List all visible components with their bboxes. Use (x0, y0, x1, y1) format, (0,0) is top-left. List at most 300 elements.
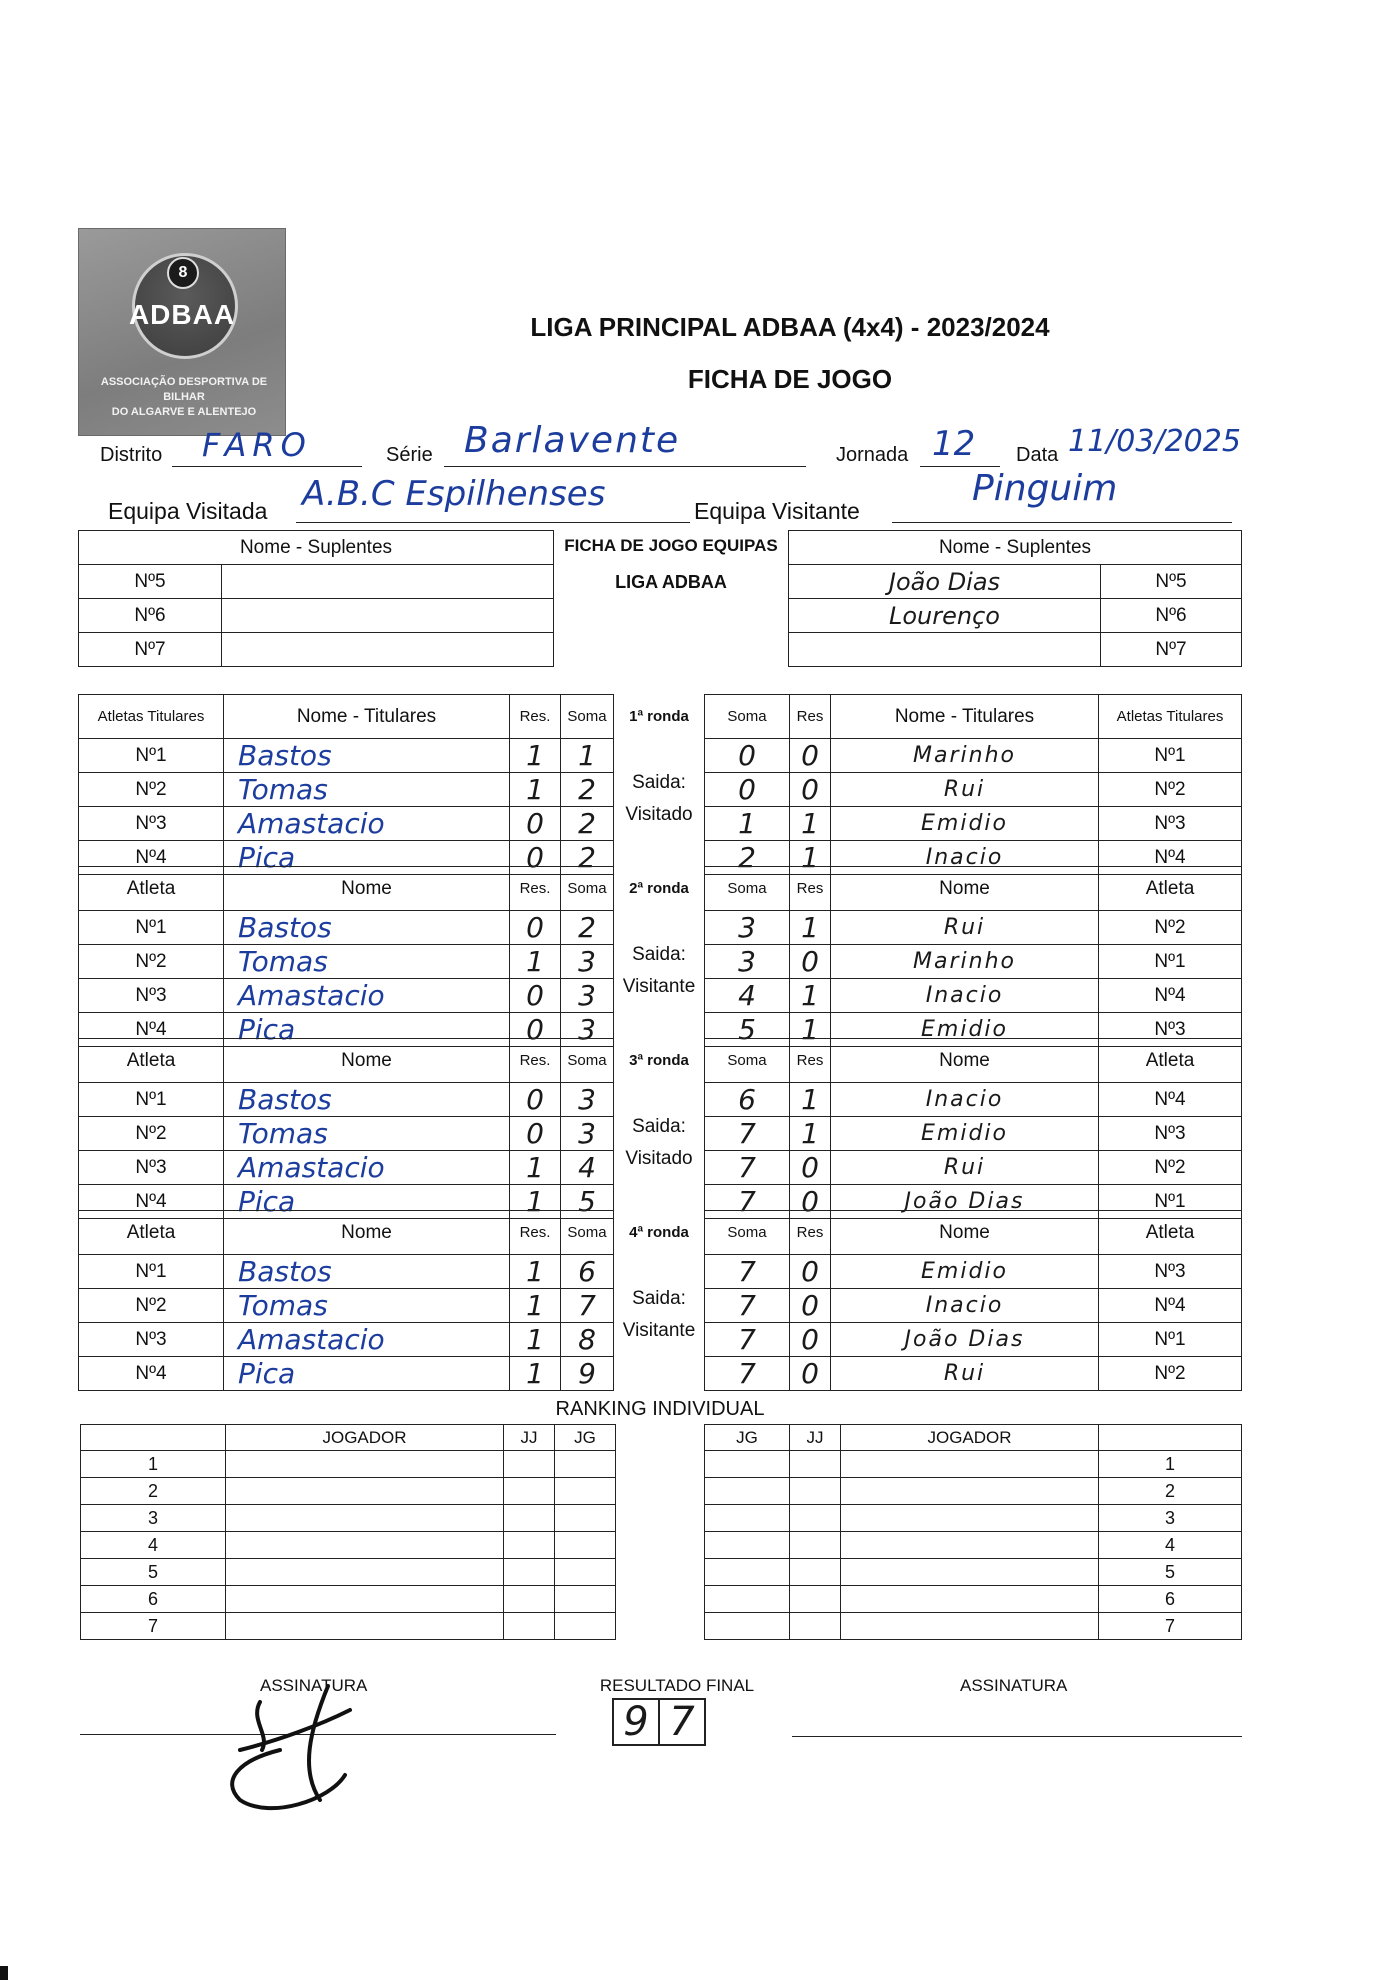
player-name[interactable]: Inacio (831, 1083, 1099, 1117)
soma-value[interactable]: 1 (705, 807, 790, 841)
rank-jj-cell[interactable] (504, 1559, 555, 1586)
visitada-label: Equipa Visitada (108, 498, 268, 524)
athlete-number: Nº4 (79, 841, 224, 875)
athlete-number: Nº1 (1099, 945, 1242, 979)
saida-label: Saida: (632, 944, 686, 965)
soma-header: Soma (561, 1211, 614, 1255)
athlete-header: Atletas Titulares (1099, 695, 1242, 739)
soma-value[interactable]: 7 (705, 1185, 790, 1219)
rank-player-cell[interactable] (841, 1532, 1099, 1559)
rank-position: 1 (81, 1451, 226, 1478)
rank-jj-cell[interactable] (790, 1613, 841, 1640)
resultado-home: 9 (623, 1699, 649, 1745)
rank-jj-cell[interactable] (790, 1559, 841, 1586)
rank-player-cell[interactable] (226, 1559, 504, 1586)
rank-player-cell[interactable] (226, 1613, 504, 1640)
visitada-field (296, 474, 690, 523)
soma-value[interactable]: 5 (705, 1013, 790, 1047)
athlete-number: Nº4 (79, 1013, 224, 1047)
player-name[interactable]: Inacio (831, 841, 1099, 875)
athlete-number: Nº3 (1099, 1255, 1242, 1289)
soma-value[interactable]: 7 (705, 1255, 790, 1289)
rank-jg-cell[interactable] (705, 1505, 790, 1532)
sub-left-name[interactable] (222, 599, 554, 633)
player-name[interactable]: Amastacio (224, 1151, 510, 1185)
sub-left-number: Nº6 (79, 599, 222, 633)
athlete-header: Atleta (1099, 867, 1242, 911)
rank-jg-cell[interactable] (705, 1613, 790, 1640)
res-value[interactable]: 0 (510, 841, 561, 875)
player-name[interactable]: Inacio (831, 979, 1099, 1013)
eight-ball-icon: 8 (167, 257, 199, 289)
round-label: 2ª ronda (629, 880, 689, 897)
ranking-table-left (80, 1424, 616, 1640)
athlete-number: Nº3 (1099, 1013, 1242, 1047)
signature-line-right (792, 1736, 1242, 1737)
athlete-number: Nº1 (79, 739, 224, 773)
player-name[interactable]: Marinho (831, 945, 1099, 979)
soma-value[interactable]: 3 (561, 1013, 614, 1047)
serie-field (444, 420, 806, 467)
soma-header: Soma (705, 695, 790, 739)
soma-value[interactable]: 8 (561, 1323, 614, 1357)
subs-header-right: Nome - Suplentes (789, 531, 1242, 565)
rank-player-cell[interactable] (841, 1478, 1099, 1505)
rank-position: 5 (81, 1559, 226, 1586)
rank-player-cell[interactable] (226, 1586, 504, 1613)
soma-value[interactable]: 7 (561, 1289, 614, 1323)
subs-table-left (78, 530, 554, 667)
round-table-left (78, 1038, 614, 1219)
soma-header: Soma (561, 695, 614, 739)
res-value[interactable]: 0 (790, 739, 831, 773)
athlete-number: Nº3 (79, 1151, 224, 1185)
rank-jj-cell[interactable] (504, 1586, 555, 1613)
soma-value[interactable]: 0 (705, 773, 790, 807)
soma-value[interactable]: 2 (561, 841, 614, 875)
round-table-right (704, 694, 1242, 875)
ranking-title: RANKING INDIVIDUAL (555, 1398, 765, 1420)
player-name[interactable]: Rui (831, 1357, 1099, 1391)
player-name[interactable]: Pica (224, 1357, 510, 1391)
athlete-number: Nº1 (1099, 1185, 1242, 1219)
rank-jj-cell[interactable] (504, 1532, 555, 1559)
rank-jj-cell[interactable] (790, 1586, 841, 1613)
res-value[interactable]: 0 (790, 1357, 831, 1391)
rank-position: 4 (81, 1532, 226, 1559)
athlete-number: Nº2 (79, 1117, 224, 1151)
saida-team: Visitante (622, 976, 696, 997)
rank-jg-header: JG (555, 1425, 616, 1451)
jornada-value: 12 (932, 424, 976, 464)
soma-header: Soma (705, 867, 790, 911)
visitada-value: A.B.C Espilhenses (302, 474, 606, 514)
rank-position: 6 (1099, 1586, 1242, 1613)
rank-jj-cell[interactable] (504, 1478, 555, 1505)
athlete-number: Nº2 (79, 945, 224, 979)
assinatura-left-label: ASSINATURA (260, 1676, 368, 1695)
rank-player-cell[interactable] (841, 1451, 1099, 1478)
soma-value[interactable]: 7 (705, 1289, 790, 1323)
res-value[interactable]: 1 (510, 1151, 561, 1185)
sub-left-number: Nº7 (79, 633, 222, 667)
res-value[interactable]: 1 (790, 979, 831, 1013)
res-header: Res (790, 867, 831, 911)
rank-jogador-header: JOGADOR (841, 1425, 1099, 1451)
athlete-number: Nº4 (79, 1185, 224, 1219)
athlete-number: Nº3 (1099, 1117, 1242, 1151)
saida-label: Saida: (632, 772, 686, 793)
res-value[interactable]: 1 (510, 1185, 561, 1219)
soma-value[interactable]: 9 (561, 1357, 614, 1391)
saida-team: Visitado (625, 804, 693, 825)
athlete-header: Atleta (1099, 1039, 1242, 1083)
player-name[interactable]: Emidio (831, 1117, 1099, 1151)
round-table-left (78, 866, 614, 1047)
distrito-value: FARO (202, 426, 312, 464)
soma-value[interactable]: 2 (561, 807, 614, 841)
rank-blank-header (1099, 1425, 1242, 1451)
rank-player-cell[interactable] (841, 1613, 1099, 1640)
round-table-left (78, 1210, 614, 1391)
player-name[interactable]: Pica (224, 1185, 510, 1219)
visitante-value: Pinguim (972, 468, 1118, 509)
rank-jg-cell[interactable] (705, 1559, 790, 1586)
soma-value[interactable]: 3 (561, 1083, 614, 1117)
rank-jg-header: JG (705, 1425, 790, 1451)
player-name[interactable]: Tomas (224, 773, 510, 807)
soma-value[interactable]: 7 (705, 1323, 790, 1357)
data-field (1068, 424, 1268, 466)
rank-player-cell[interactable] (226, 1478, 504, 1505)
res-header: Res. (510, 1039, 561, 1083)
soma-value[interactable]: 6 (561, 1255, 614, 1289)
round-label: 1ª ronda (629, 708, 689, 725)
soma-value[interactable]: 3 (705, 945, 790, 979)
soma-value[interactable]: 4 (561, 1151, 614, 1185)
athlete-number: Nº4 (79, 1357, 224, 1391)
sub-right-number: Nº5 (1101, 565, 1242, 599)
player-name[interactable]: Bastos (224, 911, 510, 945)
player-name[interactable]: João Dias (831, 1323, 1099, 1357)
athlete-number: Nº2 (1099, 1151, 1242, 1185)
resultado-label: RESULTADO FINAL (599, 1676, 755, 1695)
name-header: Nome - Titulares (224, 695, 510, 739)
res-value[interactable]: 1 (510, 1289, 561, 1323)
visitante-label: Equipa Visitante (694, 498, 860, 524)
athlete-header: Atletas Titulares (79, 695, 224, 739)
res-value[interactable]: 0 (790, 945, 831, 979)
soma-value[interactable]: 3 (705, 911, 790, 945)
soma-value[interactable]: 7 (705, 1117, 790, 1151)
player-name[interactable]: Amastacio (224, 807, 510, 841)
rank-position: 4 (1099, 1532, 1242, 1559)
sub-left-name[interactable] (222, 633, 554, 667)
res-value[interactable]: 1 (510, 1357, 561, 1391)
name-header: Nome (224, 1039, 510, 1083)
res-value[interactable]: 0 (510, 1117, 561, 1151)
player-name[interactable]: Pica (224, 841, 510, 875)
res-value[interactable]: 1 (790, 1013, 831, 1047)
player-name[interactable]: Inacio (831, 1289, 1099, 1323)
saida-team: Visitado (625, 1148, 693, 1169)
rank-jj-cell[interactable] (790, 1478, 841, 1505)
athlete-header: Atleta (1099, 1211, 1242, 1255)
player-name[interactable]: Rui (831, 1151, 1099, 1185)
res-value[interactable]: 0 (510, 979, 561, 1013)
rank-player-cell[interactable] (841, 1586, 1099, 1613)
player-name[interactable]: Rui (831, 911, 1099, 945)
soma-header: Soma (705, 1039, 790, 1083)
sub-left-number: Nº5 (79, 565, 222, 599)
res-value[interactable]: 0 (790, 1185, 831, 1219)
rank-jj-header: JJ (790, 1425, 841, 1451)
sub-right-name[interactable] (789, 633, 1101, 667)
soma-value[interactable]: 3 (561, 1117, 614, 1151)
player-name[interactable]: Rui (831, 773, 1099, 807)
distrito-label: Distrito (100, 444, 163, 466)
soma-header: Soma (561, 867, 614, 911)
name-header: Nome - Titulares (831, 695, 1099, 739)
athlete-number: Nº3 (79, 979, 224, 1013)
resultado-away-box (658, 1698, 706, 1746)
soma-value[interactable]: 0 (705, 739, 790, 773)
res-value[interactable]: 1 (510, 773, 561, 807)
rank-jj-header: JJ (504, 1425, 555, 1451)
res-header: Res. (510, 695, 561, 739)
athlete-number: Nº4 (1099, 1083, 1242, 1117)
res-header: Res (790, 695, 831, 739)
player-name[interactable]: Emidio (831, 1255, 1099, 1289)
res-value[interactable]: 1 (790, 911, 831, 945)
res-value[interactable]: 0 (790, 773, 831, 807)
player-name[interactable]: Tomas (224, 1289, 510, 1323)
athlete-number: Nº2 (1099, 773, 1242, 807)
res-value[interactable]: 1 (790, 1117, 831, 1151)
res-value[interactable]: 0 (510, 807, 561, 841)
handwritten-signature (200, 1680, 400, 1820)
data-value: 11/03/2025 (1068, 424, 1241, 459)
soma-value[interactable]: 5 (561, 1185, 614, 1219)
player-name[interactable]: Emidio (831, 1013, 1099, 1047)
player-name[interactable]: Emidio (831, 807, 1099, 841)
res-value[interactable]: 0 (510, 911, 561, 945)
page-corner-mark (0, 1966, 8, 1980)
rank-jg-cell[interactable] (705, 1451, 790, 1478)
resultado-away: 7 (669, 1699, 695, 1745)
soma-value[interactable]: 2 (705, 841, 790, 875)
athlete-number: Nº3 (79, 807, 224, 841)
player-name[interactable]: Amastacio (224, 979, 510, 1013)
rank-jj-cell[interactable] (504, 1613, 555, 1640)
res-value[interactable]: 1 (510, 945, 561, 979)
logo-subtitle (99, 375, 269, 420)
rank-position: 3 (81, 1505, 226, 1532)
player-name[interactable]: Tomas (224, 945, 510, 979)
name-header: Nome (831, 1211, 1099, 1255)
rank-jg-cell[interactable] (555, 1478, 616, 1505)
athlete-number: Nº3 (79, 1323, 224, 1357)
rank-jg-cell[interactable] (705, 1478, 790, 1505)
res-value[interactable]: 0 (790, 1151, 831, 1185)
sub-right-name[interactable]: João Dias (789, 565, 1101, 599)
serie-value: Barlavente (464, 420, 681, 461)
res-value[interactable]: 0 (510, 1083, 561, 1117)
res-header: Res. (510, 1211, 561, 1255)
res-header: Res (790, 1039, 831, 1083)
athlete-number: Nº4 (1099, 841, 1242, 875)
rank-position: 3 (1099, 1505, 1242, 1532)
rank-jogador-header: JOGADOR (226, 1425, 504, 1451)
res-value[interactable]: 0 (790, 1255, 831, 1289)
rank-position: 5 (1099, 1559, 1242, 1586)
athlete-number: Nº1 (1099, 1323, 1242, 1357)
athlete-number: Nº4 (1099, 979, 1242, 1013)
rank-blank-header (81, 1425, 226, 1451)
rank-position: 1 (1099, 1451, 1242, 1478)
soma-header: Soma (705, 1211, 790, 1255)
athlete-number: Nº1 (1099, 739, 1242, 773)
sub-right-number: Nº6 (1101, 599, 1242, 633)
rank-player-cell[interactable] (226, 1505, 504, 1532)
rank-jg-cell[interactable] (555, 1559, 616, 1586)
soma-value[interactable]: 1 (561, 739, 614, 773)
page-title: LIGA PRINCIPAL ADBAA (4x4) - 2023/2024 (530, 312, 1050, 342)
res-value[interactable]: 1 (790, 1083, 831, 1117)
data-label: Data (1016, 444, 1059, 466)
rank-jj-cell[interactable] (504, 1505, 555, 1532)
res-value[interactable]: 0 (790, 1323, 831, 1357)
rank-player-cell[interactable] (841, 1505, 1099, 1532)
logo-name: ADBAA (128, 299, 236, 330)
soma-value[interactable]: 7 (705, 1151, 790, 1185)
rank-position: 2 (81, 1478, 226, 1505)
jornada-label: Jornada (836, 444, 909, 466)
round-label: 3ª ronda (629, 1052, 689, 1069)
page-subtitle: FICHA DE JOGO (687, 364, 893, 394)
name-header: Nome (224, 1211, 510, 1255)
soma-value[interactable]: 7 (705, 1357, 790, 1391)
sub-right-name[interactable]: Lourenço (789, 599, 1101, 633)
logo-subtitle-line2: DO ALGARVE E ALENTEJO (111, 406, 257, 418)
athlete-header: Atleta (79, 1211, 224, 1255)
round-table-right (704, 1038, 1242, 1219)
res-header: Res. (510, 867, 561, 911)
rank-jj-cell[interactable] (790, 1505, 841, 1532)
res-value[interactable]: 1 (790, 841, 831, 875)
player-name[interactable]: Bastos (224, 739, 510, 773)
athlete-number: Nº2 (1099, 911, 1242, 945)
serie-label: Série (386, 444, 433, 466)
assinatura-right-label: ASSINATURA (960, 1676, 1068, 1695)
res-value[interactable]: 0 (510, 1013, 561, 1047)
rank-jg-cell[interactable] (555, 1532, 616, 1559)
athlete-number: Nº1 (79, 1255, 224, 1289)
rank-jj-cell[interactable] (504, 1451, 555, 1478)
rank-jg-cell[interactable] (555, 1451, 616, 1478)
round-table-right (704, 1210, 1242, 1391)
athlete-number: Nº1 (79, 1083, 224, 1117)
soma-header: Soma (561, 1039, 614, 1083)
round-label: 4ª ronda (629, 1224, 689, 1241)
rank-position: 2 (1099, 1478, 1242, 1505)
saida-label: Saida: (632, 1116, 686, 1137)
name-header: Nome (224, 867, 510, 911)
player-name[interactable]: Pica (224, 1013, 510, 1047)
ranking-table-right (704, 1424, 1242, 1640)
player-name[interactable]: Tomas (224, 1117, 510, 1151)
rank-player-cell[interactable] (226, 1532, 504, 1559)
saida-team: Visitante (622, 1320, 696, 1341)
soma-value[interactable]: 2 (561, 911, 614, 945)
round-table-left (78, 694, 614, 875)
rank-jg-cell[interactable] (555, 1586, 616, 1613)
resultado-home-box (612, 1698, 660, 1746)
soma-value[interactable]: 3 (561, 979, 614, 1013)
rank-jj-cell[interactable] (790, 1451, 841, 1478)
res-header: Res (790, 1211, 831, 1255)
rank-player-cell[interactable] (841, 1559, 1099, 1586)
center-title: FICHA DE JOGO EQUIPAS (564, 536, 778, 555)
player-name[interactable]: Marinho (831, 739, 1099, 773)
athlete-number: Nº2 (79, 1289, 224, 1323)
round-table-right (704, 866, 1242, 1047)
res-value[interactable]: 1 (510, 739, 561, 773)
rank-player-cell[interactable] (226, 1451, 504, 1478)
sub-left-name[interactable] (222, 565, 554, 599)
subs-header-left: Nome - Suplentes (79, 531, 554, 565)
center-subtitle: LIGA ADBAA (615, 572, 727, 592)
res-value[interactable]: 0 (790, 1289, 831, 1323)
rank-jg-cell[interactable] (555, 1613, 616, 1640)
player-name[interactable]: Bastos (224, 1083, 510, 1117)
soma-value[interactable]: 3 (561, 945, 614, 979)
res-value[interactable]: 1 (510, 1323, 561, 1357)
res-value[interactable]: 1 (510, 1255, 561, 1289)
rank-position: 6 (81, 1586, 226, 1613)
name-header: Nome (831, 1039, 1099, 1083)
athlete-number: Nº2 (79, 773, 224, 807)
player-name[interactable]: João Dias (831, 1185, 1099, 1219)
athlete-header: Atleta (79, 1039, 224, 1083)
rank-position: 7 (81, 1613, 226, 1640)
rank-jj-cell[interactable] (790, 1532, 841, 1559)
visitante-field (892, 468, 1232, 523)
rank-jg-cell[interactable] (705, 1586, 790, 1613)
soma-value[interactable]: 2 (561, 773, 614, 807)
rank-position: 7 (1099, 1613, 1242, 1640)
jornada-field (920, 424, 1000, 467)
logo-subtitle-line1: ASSOCIAÇÃO DESPORTIVA DE BILHAR (100, 376, 268, 403)
sub-right-number: Nº7 (1101, 633, 1242, 667)
adbaa-logo (78, 228, 286, 436)
athlete-number: Nº1 (79, 911, 224, 945)
athlete-number: Nº2 (1099, 1357, 1242, 1391)
soma-value[interactable]: 6 (705, 1083, 790, 1117)
athlete-header: Atleta (79, 867, 224, 911)
rank-jg-cell[interactable] (705, 1532, 790, 1559)
soma-value[interactable]: 4 (705, 979, 790, 1013)
name-header: Nome (831, 867, 1099, 911)
res-value[interactable]: 1 (790, 807, 831, 841)
subs-table-right (788, 530, 1242, 667)
saida-label: Saida: (632, 1288, 686, 1309)
athlete-number: Nº3 (1099, 807, 1242, 841)
player-name[interactable]: Amastacio (224, 1323, 510, 1357)
player-name[interactable]: Bastos (224, 1255, 510, 1289)
rank-jg-cell[interactable] (555, 1505, 616, 1532)
athlete-number: Nº4 (1099, 1289, 1242, 1323)
